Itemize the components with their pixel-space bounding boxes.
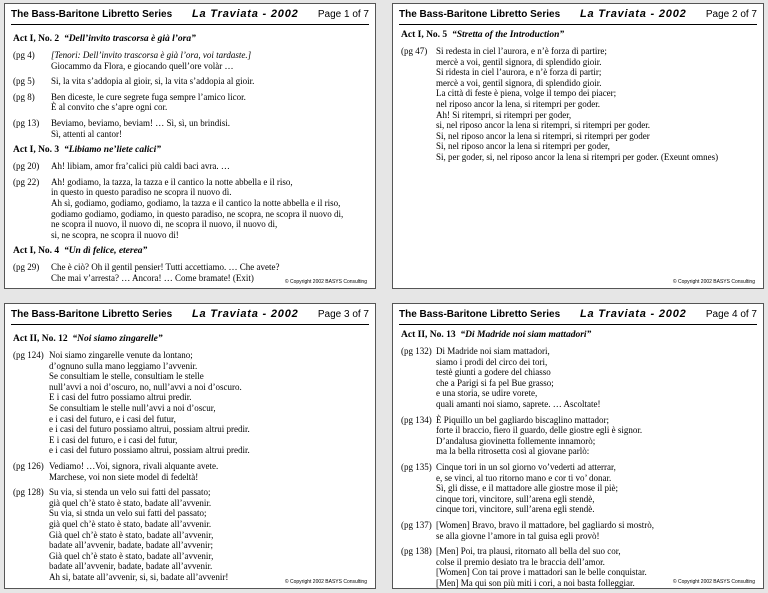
series-title: The Bass-Baritone Libretto Series (11, 9, 173, 20)
section-heading: Act II, No. 13 “Di Madride noi siam mattadori” (401, 330, 592, 340)
page-header (399, 307, 757, 325)
page-reference: (pg 137) (401, 519, 432, 530)
libretto-entry: (pg 4) [Tenori: Dell’invito trascorsa è già l’ora, voi tardaste.] Giocammo da Flora, e giocando quell’ore volàr … (13, 50, 252, 71)
copyright-footer: © Copyright 2002 BASYS Consulting (672, 279, 755, 285)
page-header (399, 7, 757, 25)
page-reference: (pg 47) (401, 46, 428, 56)
page-reference: (pg 128) (13, 487, 44, 498)
page-reference: (pg 138) (401, 546, 432, 557)
page-body (401, 24, 757, 274)
libretto-entry: (pg 124) Noi siamo zingarelle venute da lontano; d’ognuno sulla mano leggiamo l’avvenir. Se consultiam le stelle, consultiam le stelle null’avvi a noi d’oscuro, no, null’avvi a noi d’oscuro. E i casi del futro possiamo altrui predir. Se consultiam le stelle null’avvi a noi d’oscur, e i casi del futuro, e i casi del futur, e i casi del futuro possiamo altrui, possiam altrui predir. E i casi del futuro, e i casi del futur, e i casi del futuro possiamo altrui, possiam altrui predir. (13, 350, 250, 456)
opera-title: La Traviata - 2002 (192, 308, 299, 320)
libretto-entry: (pg 134) È Piquillo un bel gagliardo biscaglino mattador; forte il braccio, fiero il guardo, delle giostre egli è signor. D’andalusa giovinetta follemente innamorò; ma la bella ritrosetta così al giovane parlò: (401, 414, 643, 457)
libretto-entry: (pg 47) Si redesta in ciel l’aurora, e n’è forza di partire; mercè a voi, gentil signora, di splendido gioir. Si ridesta in ciel l’aurora, e n’è forza di partir; mercè a voi, gentil signora, di splendido gioir. La città di feste è piena, volge il tempo dei piacer; nel riposo ancor la lena, si ritempri per goder. Ah! Si ritempri, si ritempri per goder, si, nel riposo ancor la lena si ritempri, si ritempri per goder. Si, nel riposo ancor la lena si ritempri, si ritempri per goder Si, nel riposo ancor la lena si ritempri per goder, Si, per goder, si, nel riposo ancor la lena si ritempri per goder. (Exeunt omnes) (401, 46, 719, 162)
section-heading: Act I, No. 3 “Libiamo ne’liete calici” (13, 145, 162, 156)
section-heading: Act II, No. 12 “Noi siamo zingarelle” (13, 334, 163, 344)
libretto-entry: (pg 138) [Men] Poi, tra plausi, ritornato all bella del suo cor, colse il premio desiato tra le braccia dell’amor. [Women] Con tai prove i mattadori san le belle conquistar. [Men] Ma qui son più miti i cori, a noi basta folleggiar. (401, 546, 647, 588)
libretto-entry: (pg 137) [Women] Bravo, bravo il mattadore, bel gagliardo si mostrò, se alla giovne l’amore in tal guisa egli provò! (401, 519, 654, 541)
libretto-page-4 (392, 303, 764, 589)
series-title: The Bass-Baritone Libretto Series (11, 309, 173, 320)
page-reference: (pg 22) (13, 176, 40, 187)
page-number: Page 1 of 7 (317, 9, 369, 20)
libretto-entry: (pg 22) Ah! godiamo, la tazza, la tazza e il cantico la notte abbella e il riso, in questo in questo paradiso ne scopra il nuovo dì. Ah sì, godiamo, godiamo, godiamo, la tazza e il cantico la notte abbella e il riso, godiamo godiamo, godiamo, in questo paradiso, ne scopra, ne scopra il nuovo di, ne scopra il nuovo, il nuovo di, ne scopra il nuovo, il nuovo di, si, ne scopra, ne scopra il nuovo di! (13, 176, 344, 240)
series-title: The Bass-Baritone Libretto Series (399, 309, 561, 320)
opera-title: La Traviata - 2002 (192, 8, 299, 20)
page-reference: (pg 8) (13, 91, 35, 102)
libretto-entry: (pg 8) Ben diceste, le cure segrete fuga sempre l’amico licor. È al convito che s’apre ogni cor. (13, 91, 246, 113)
page-reference: (pg 132) (401, 346, 432, 356)
libretto-entry: (pg 135) Cinque tori in un sol giorno vo’vederti ad atterrar, e, se vinci, al tuo ritorno mano e cor ti vo’ donar. Sì, gli disse, e il mattadore alle giostre mose il piè; cinque tori, vincitore, sull’arena egli stendè, cinque tori, vincitore, sull’arena egli stendè. (401, 461, 618, 515)
libretto-entry: (pg 13) Beviamo, beviamo, beviam! … Sì, sì, un brindisi. Sì, attenti al cantor! (13, 117, 230, 139)
page-reference: (pg 4) (13, 50, 35, 60)
libretto-page-2 (392, 3, 764, 289)
page-number: Page 3 of 7 (317, 309, 369, 320)
page-header (11, 307, 369, 325)
page-reference: (pg 134) (401, 414, 432, 425)
page-reference: (pg 126) (13, 460, 44, 471)
page-reference: (pg 5) (13, 76, 35, 87)
libretto-entry: (pg 29) Che è ciò? Oh il gentil pensier! Tutti accettiamo. … Che avete? Che mai v’arresta? … Ancora! … Come bramate! (Exit) (13, 262, 280, 283)
libretto-page-3 (4, 303, 376, 589)
series-title: The Bass-Baritone Libretto Series (399, 9, 561, 20)
page-reference: (pg 13) (13, 117, 40, 128)
opera-title: La Traviata - 2002 (580, 8, 687, 20)
copyright-footer: © Copyright 2002 BASYS Consulting (672, 579, 755, 585)
opera-title: La Traviata - 2002 (580, 308, 687, 320)
section-heading: Act I, No. 5 “Stretta of the Introduction” (401, 30, 565, 40)
libretto-entry: (pg 20) Ah! libiam, amor fra’calici più caldi baci avra. … (13, 161, 230, 172)
section-heading: Act I, No. 2 “Dell’invito trascorsa è già l’ora” (13, 34, 196, 44)
libretto-entry: (pg 128) Su via, si stenda un velo sui fatti del passato; già quel ch’è stato è stato, badate all’avvenir. Su via, si stnda un velo sui fatti del passato; già quel ch’è stato è stato, badate all’avvenir. Già quel ch’è stato è stato, badate all’avvenir, badate all’avvenir, badate, badate all’avvenir; Già quel ch’è stato è stato, badate all’avvenir, badate all’avvenir, badate, badate all’avvenir. Ah si, batate all’avvenir, si, si, badate all’avvenir! (13, 487, 229, 582)
page-reference: (pg 135) (401, 461, 432, 472)
libretto-entry: (pg 126) Vediamo! …Voi, signora, rivali alquante avete. Marchese, voi non siete model di fedeltà! (13, 460, 219, 482)
page-header (11, 7, 369, 25)
section-heading: Act I, No. 4 “Un dì felice, eterea” (13, 246, 148, 257)
libretto-page-1 (4, 3, 376, 289)
page-reference: (pg 20) (13, 161, 40, 172)
page-reference: (pg 124) (13, 350, 44, 360)
libretto-entry: (pg 5) Si, la vita s’addopia al gioir, si, la vita s’addopia al gioir. (13, 76, 255, 87)
libretto-entry: (pg 132) Di Madride noi siam mattadori, siamo i prodi del circo dei tori, testè giunti a godere del chiasso che a Parigi si fa pel Bue grasso; e una storia, se udire vorete, quali amanti noi siamo, saprete. … Ascoltate! (401, 346, 601, 409)
page-number: Page 4 of 7 (705, 309, 757, 320)
copyright-footer: © Copyright 2002 BASYS Consulting (284, 279, 367, 285)
page-reference: (pg 29) (13, 262, 40, 273)
page-number: Page 2 of 7 (705, 9, 757, 20)
copyright-footer: © Copyright 2002 BASYS Consulting (284, 579, 367, 585)
